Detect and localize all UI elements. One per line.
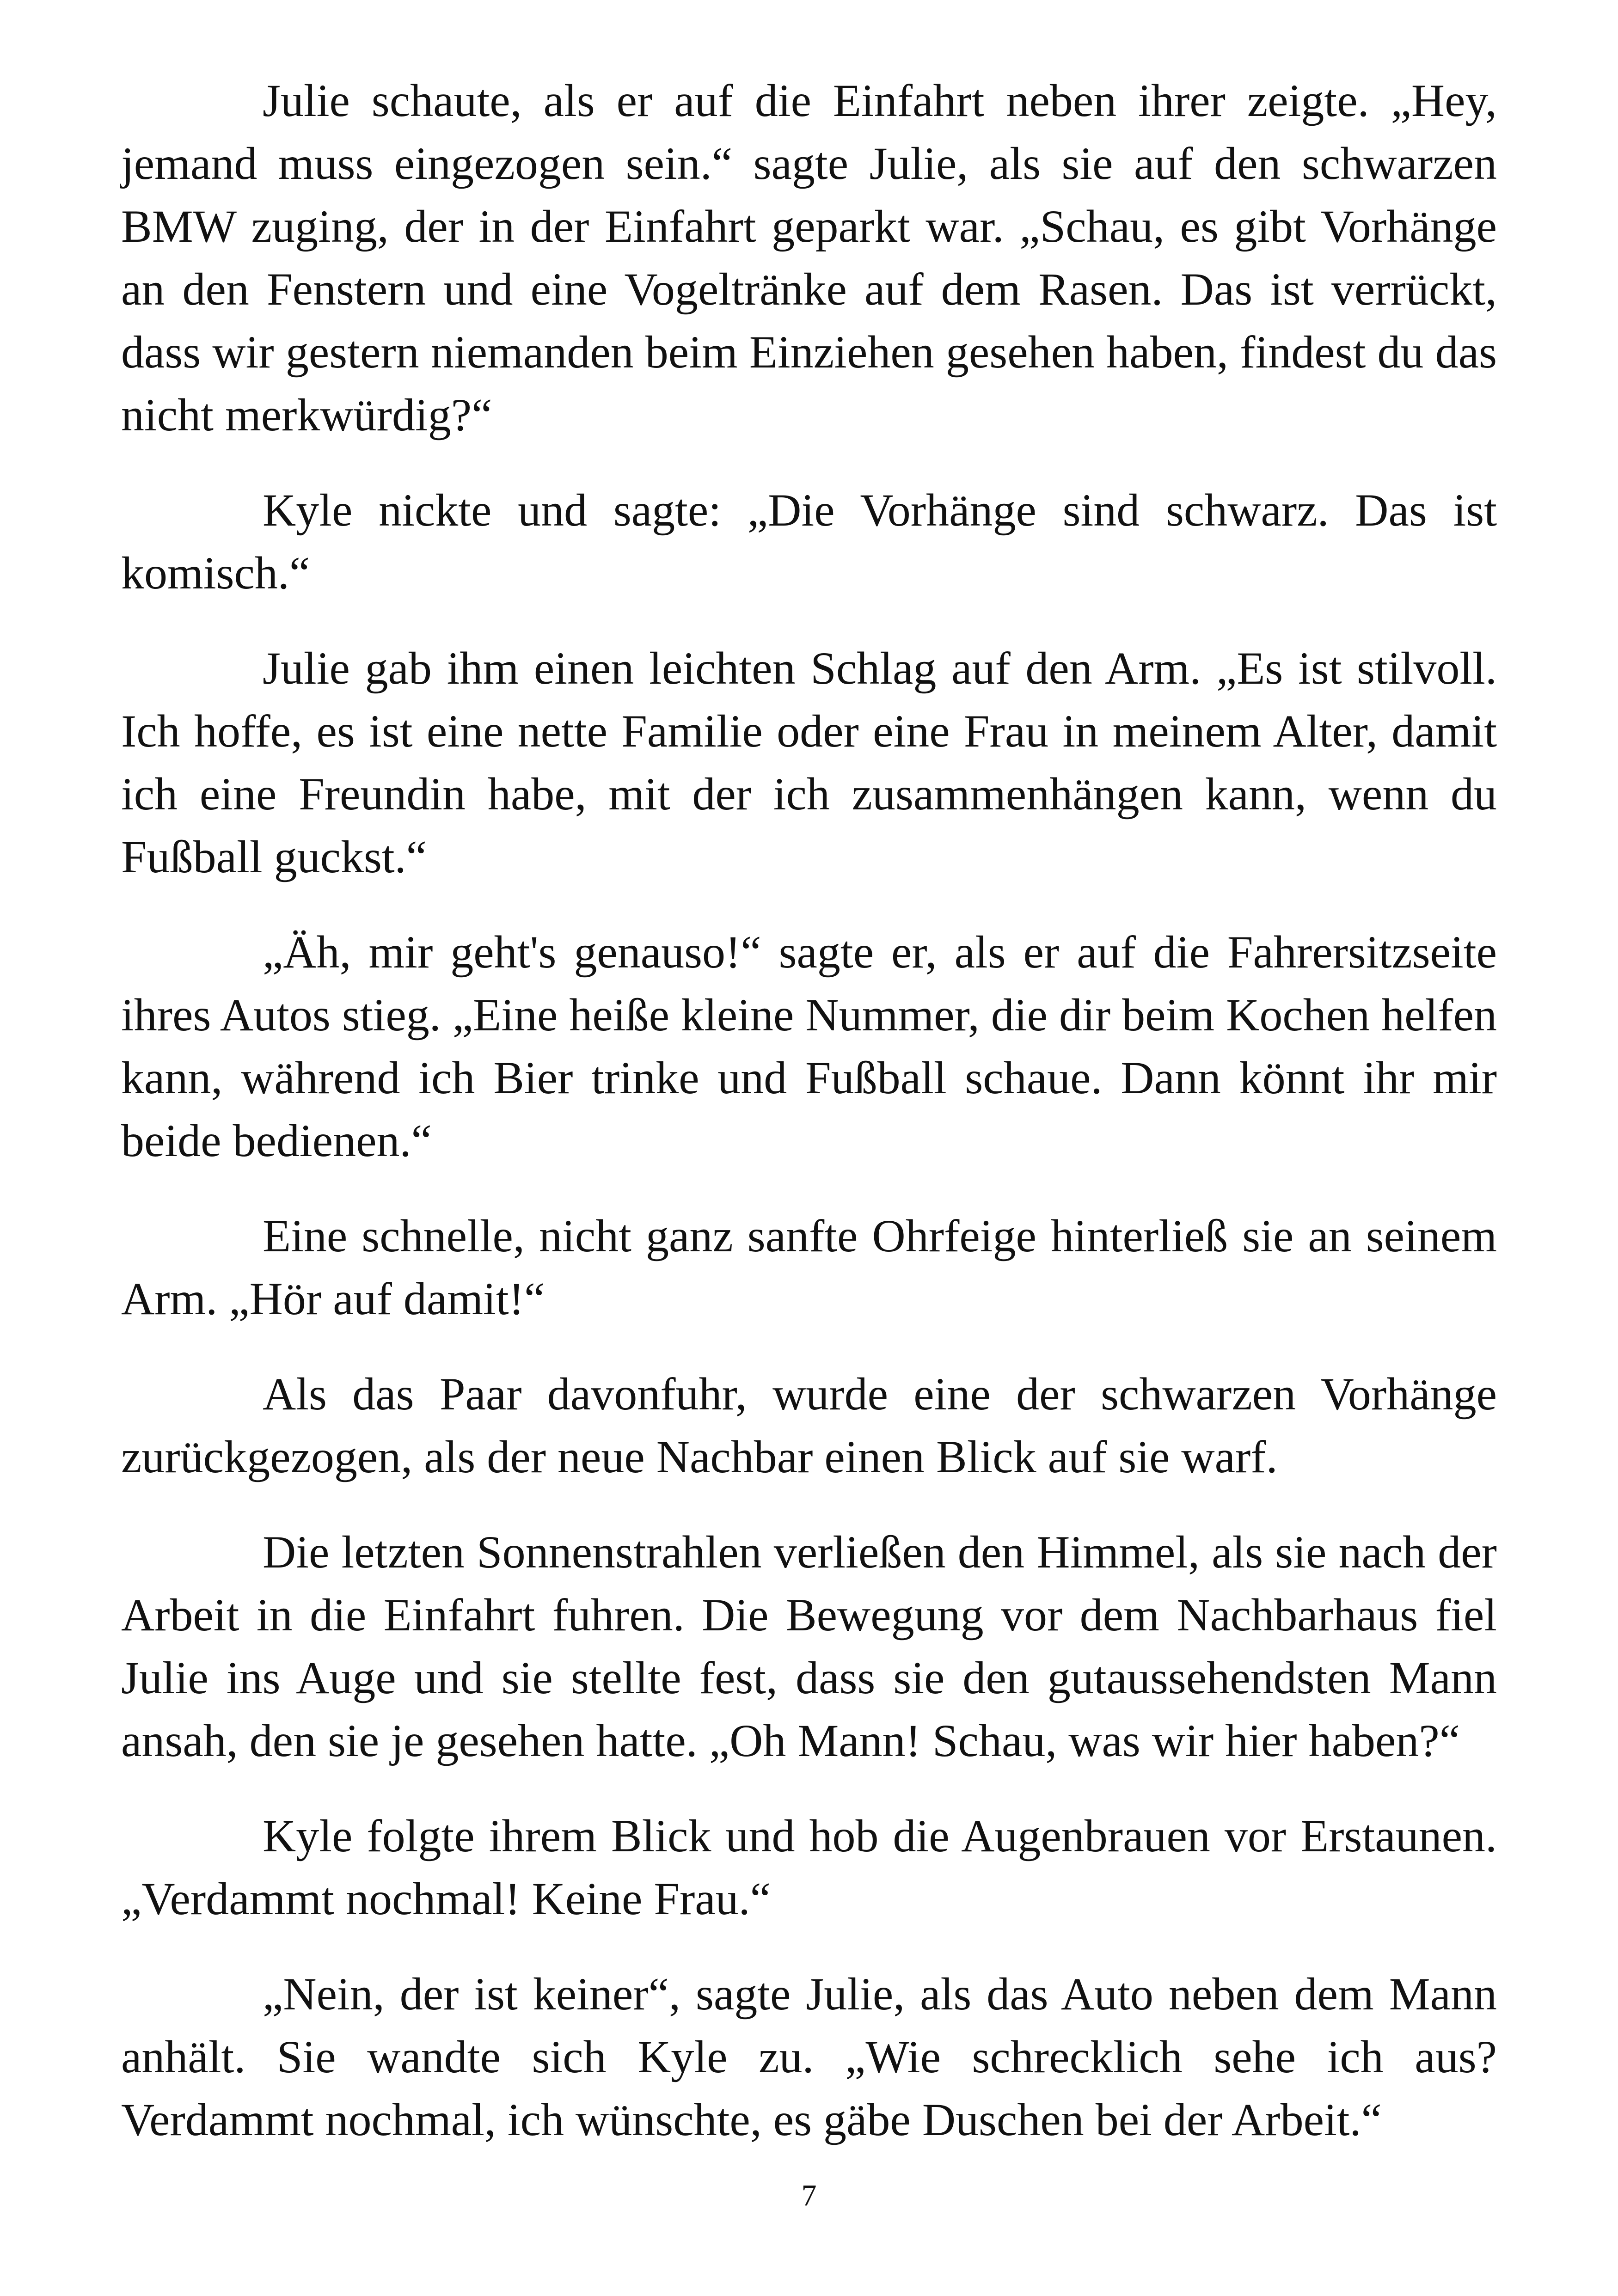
- page-number: 7: [801, 2179, 817, 2212]
- paragraph-7: Die letzten Sonnenstrahlen verließen den Himmel, als sie nach der Arbeit in die Einfahrt fuhren. Die Bewegung vor dem Nachbarhaus fiel Julie ins Auge und sie stellte fest, dass sie den gutaussehendsten Mann ansah, den sie je gesehen hatte. „Oh Mann! Schau, was wir hier haben?“: [121, 1526, 1497, 1766]
- paragraph-4: „Äh, mir geht's genauso!“ sagte er, als er auf die Fahrersitzseite ihres Autos stieg. „Eine heiße kleine Nummer, die dir beim Kochen helfen kann, während ich Bier trinke und Fußball schaue. Dann könnt ihr mir beide bedienen.“: [121, 926, 1497, 1166]
- page-body: [121, 69, 1497, 2184]
- paragraph-9: „Nein, der ist keiner“, sagte Julie, als das Auto neben dem Mann anhält. Sie wandte sich Kyle zu. „Wie schrecklich sehe ich aus? Verdammt nochmal, ich wünschte, es gäbe Duschen bei der Arbeit.“: [121, 1968, 1497, 2145]
- paragraph-6: Als das Paar davonfuhr, wurde eine der schwarzen Vorhänge zurückgezogen, als der neue Nachbar einen Blick auf sie warf.: [121, 1368, 1497, 1482]
- paragraph-1: Julie schaute, als er auf die Einfahrt neben ihrer zeigte. „Hey, jemand muss eingezogen sein.“ sagte Julie, als sie auf den schwarzen BMW zuging, der in der Einfahrt geparkt war. „Schau, es gibt Vorhänge an den Fenstern und eine Vogeltränke auf dem Rasen. Das ist verrückt, dass wir gestern niemanden beim Einziehen gesehen haben, findest du das nicht merkwürdig?“: [121, 75, 1497, 441]
- paragraph-2: Kyle nickte und sagte: „Die Vorhänge sind schwarz. Das ist komisch.“: [121, 484, 1497, 599]
- paragraph-3: Julie gab ihm einen leichten Schlag auf den Arm. „Es ist stilvoll. Ich hoffe, es ist eine nette Familie oder eine Frau in meinem Alter, damit ich eine Freundin habe, mit der ich zusammenhängen kann, wenn du Fußball guckst.“: [121, 643, 1497, 882]
- paragraph-8: Kyle folgte ihrem Blick und hob die Augenbrauen vor Erstaunen. „Verdammt nochmal! Keine Frau.“: [121, 1810, 1497, 1924]
- paragraph-5: Eine schnelle, nicht ganz sanfte Ohrfeige hinterließ sie an seinem Arm. „Hör auf damit!“: [121, 1210, 1497, 1324]
